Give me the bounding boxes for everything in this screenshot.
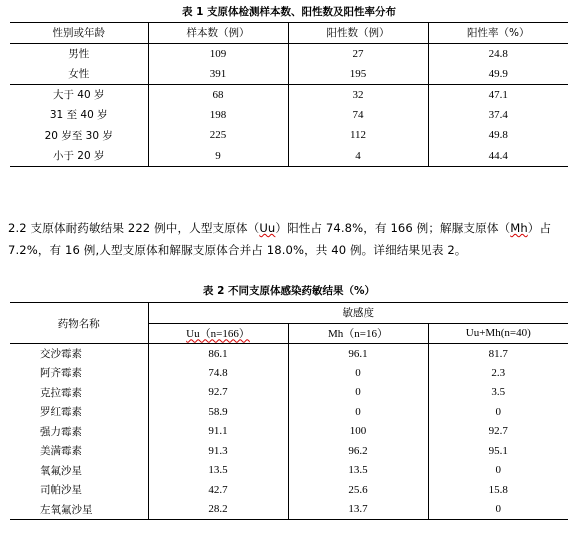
table1-cell: 112 [288,125,428,146]
table1-cell: 109 [148,43,288,64]
table2-cell: 13.5 [288,461,428,481]
table-row [10,105,568,126]
table2-cell: 81.7 [428,344,568,364]
table1-cell: 9 [148,146,288,167]
table2-cell: 91.1 [148,422,288,442]
table2-drug-name: 司帕沙星 [40,484,82,497]
table1-cell: 49.8 [428,125,568,146]
table2-cell: 0 [288,383,428,403]
paragraph-text: 2.2 支原体耐药敏结果 222 例中，人型支原体（ [8,221,260,235]
table2-cell: 0 [288,402,428,422]
paragraph-uu-term: Uu [259,221,276,235]
table2-sub-header [148,323,288,344]
table1-cell: 27 [288,43,428,64]
table-row [10,383,568,403]
table2-sub-header [288,323,428,344]
table1-cell: 男性 [68,48,90,60]
table1-cell: 37.4 [428,105,568,126]
table1-cell: 大于 40 岁 [10,84,148,105]
table2-cell: 0 [428,500,568,520]
table2-sub-header-text: Mh（n=16） [328,328,388,341]
table2-cell: 2.3 [428,363,568,383]
table1-cell: 198 [148,105,288,126]
table2-cell: 92.7 [148,383,288,403]
table2-cell: 3.5 [428,383,568,403]
table-row [10,363,568,383]
table-row [10,84,568,105]
table1-header-row [10,23,568,44]
table2-cell: 0 [428,402,568,422]
table2-cell: 42.7 [148,480,288,500]
table1-header: 阳性数（例） [288,23,428,44]
table1-cell: 女性 [68,68,90,80]
table2-drug-name: 阿齐霉素 [40,367,82,380]
table1-header: 性别或年龄 [10,23,148,44]
paragraph-text: ）占 7.2%，有 16 例,人型支原体和解脲支原体合并占 18.0%，共 40 例。详细结果见表 2。 [8,221,552,257]
table2 [10,302,568,520]
table2-cell: 0 [288,363,428,383]
results-paragraph [8,217,574,261]
table-row [10,43,568,64]
table2-cell: 0 [428,461,568,481]
table2-group-header: 敏感度 [148,303,568,324]
table1-cell: 小于 20 岁 [10,146,148,167]
table2-drug-name: 左氧氟沙星 [10,500,148,520]
table-row [10,500,568,520]
table2-sub-header-text: Uu+Mh(n=40) [465,327,531,340]
table1-cell: 68 [148,84,288,105]
table2-cell: 92.7 [428,422,568,442]
table1-cell: 24.8 [428,43,568,64]
table1-cell: 32 [288,84,428,105]
table1-cell: 74 [288,105,428,126]
table2-drug-name: 美满霉素 [40,445,82,458]
table1-caption: 表 1 支原体检测样本数、阳性数及阳性率分布 [181,6,397,18]
table2-name-header: 药物名称 [10,303,148,344]
table-row [10,441,568,461]
table1-header: 阳性率（%） [428,23,568,44]
table-row [10,344,568,364]
table2-cell: 13.7 [288,500,428,520]
table2-sub-header [428,323,568,344]
table-row [10,125,568,146]
table2-drug-name: 交沙霉素 [40,348,82,360]
table2-cell: 28.2 [148,500,288,520]
table-row [10,64,568,85]
table2-cell: 86.1 [148,344,288,364]
table2-caption: 表 2 不同支原体感染药敏结果（%） [202,285,376,297]
table1-cell: 31 至 40 岁 [49,109,108,122]
table1 [10,22,568,167]
table1-cell: 4 [288,146,428,167]
table2-cell: 96.2 [288,441,428,461]
table2-cell: 100 [288,422,428,442]
table2-cell: 96.1 [288,344,428,364]
table2-cell: 74.8 [148,363,288,383]
table1-cell: 195 [288,64,428,85]
table1-header: 样本数（例） [148,23,288,44]
table2-drug-name: 强力霉素 [40,425,82,438]
table1-cell: 49.9 [428,64,568,85]
table2-drug-name: 罗红霉素 [40,406,82,419]
table-row [10,402,568,422]
table2-cell: 13.5 [148,461,288,481]
paragraph-text: ）阳性占 74.8%，有 166 例；解脲支原体（ [275,221,511,235]
table2-drug-name: 氧氟沙星 [40,464,82,477]
table2-sub-header-text: Uu（n=166） [186,328,250,341]
table2-cell: 25.6 [288,480,428,500]
table2-drug-name: 克拉霉素 [40,386,82,399]
table-row [10,422,568,442]
table1-cell: 20 岁至 30 岁 [44,129,113,142]
table2-cell: 91.3 [148,441,288,461]
table1-cell: 47.1 [428,84,568,105]
table2-cell: 15.8 [428,480,568,500]
table-row [10,461,568,481]
table1-cell: 391 [148,64,288,85]
table-row [10,146,568,167]
table1-cell: 225 [148,125,288,146]
table2-group-header-row [10,303,568,324]
table1-cell: 44.4 [428,146,568,167]
table2-cell: 95.1 [428,441,568,461]
table-row [10,480,568,500]
paragraph-mh-term: Mh [510,221,528,235]
table2-cell: 58.9 [148,402,288,422]
